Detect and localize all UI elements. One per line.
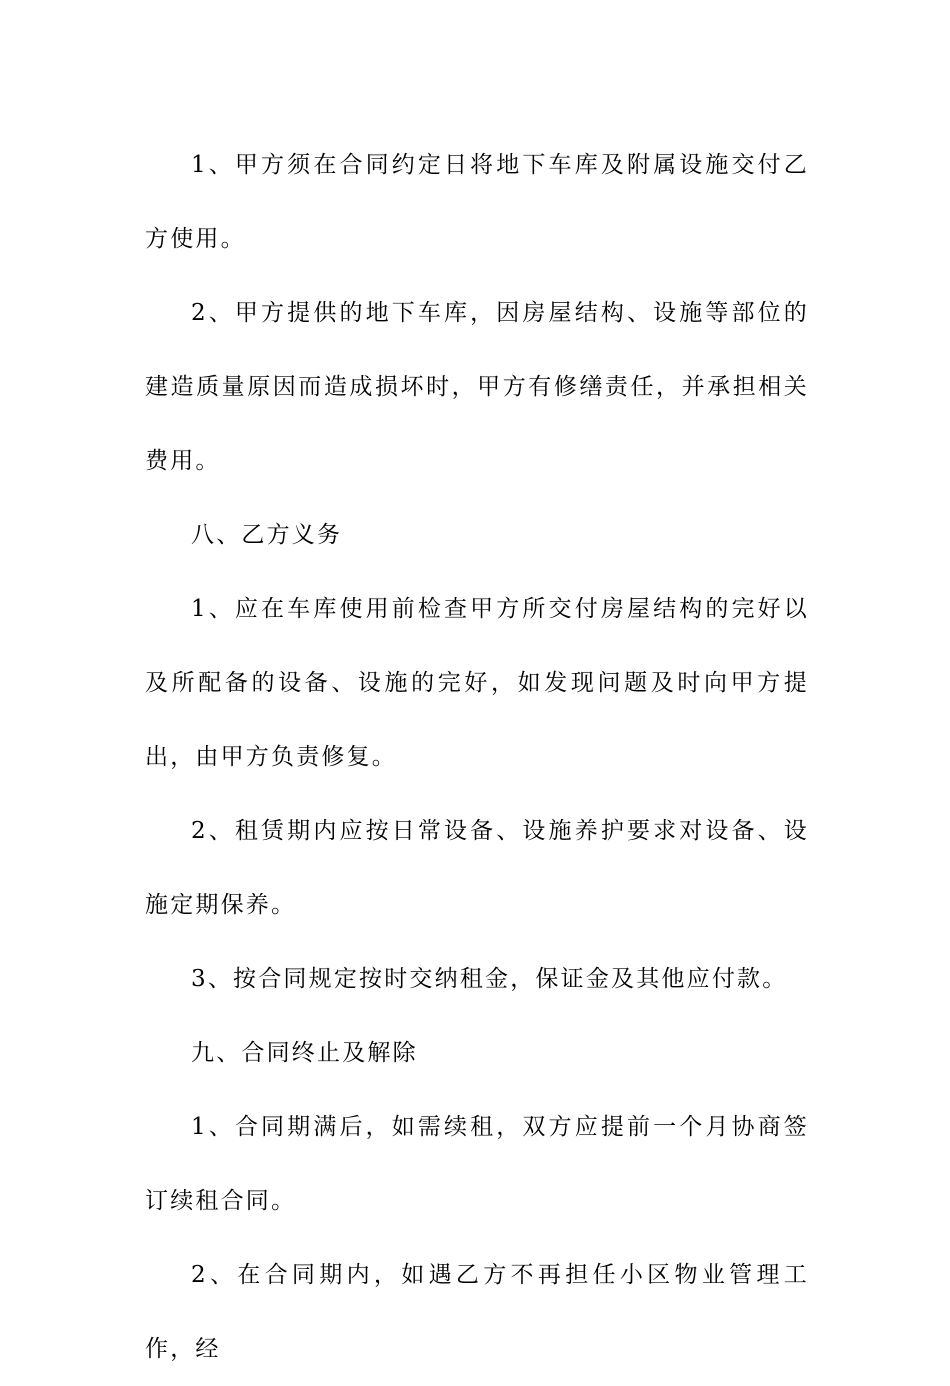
paragraph-b2: 2、租赁期内应按日常设备、设施养护要求对设备、设施定期保养。 [145, 818, 809, 918]
document-body [145, 128, 809, 1386]
paragraph-a2: 2、甲方提供的地下车库，因房屋结构、设施等部位的建造质量原因而造成损坏时，甲方有修缮责任，并承担相关费用。 [145, 300, 809, 474]
paragraph-b1: 1、应在车库使用前检查甲方所交付房屋结构的完好以及所配备的设备、设施的完好，如发现问题及时向甲方提出，由甲方负责修复。 [145, 596, 809, 770]
section-heading-termination: 九、合同终止及解除 [191, 1040, 418, 1066]
section-heading-obligations: 八、乙方义务 [191, 522, 343, 548]
paragraph-c1: 1、合同期满后，如需续租，双方应提前一个月协商签订续租合同。 [145, 1114, 809, 1214]
paragraph-a1: 1、甲方须在合同约定日将地下车库及附属设施交付乙方使用。 [145, 152, 809, 252]
paragraph-b3: 3、按合同规定按时交纳租金，保证金及其他应付款。 [191, 966, 788, 992]
paragraph-c2: 2、在合同期内，如遇乙方不再担任小区物业管理工作，经 [145, 1262, 809, 1362]
